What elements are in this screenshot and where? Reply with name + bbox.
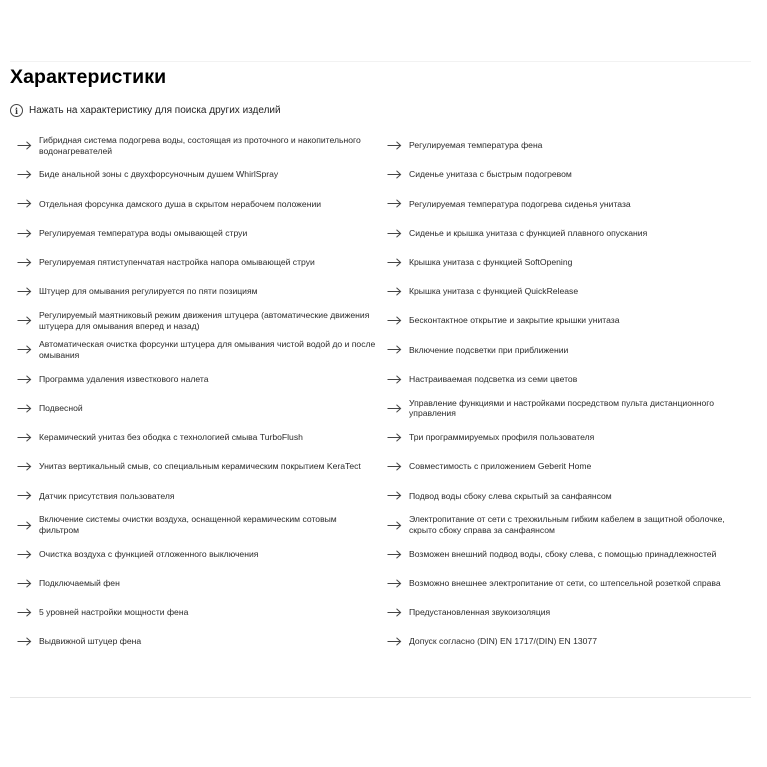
arrow-right-icon [387, 170, 402, 179]
feature-label: Бесконтактное открытие и закрытие крышки унитаза [409, 315, 620, 326]
hint-text: Нажать на характеристику для поиска других изделий [29, 105, 281, 116]
feature-label: Управление функциями и настройками посредством пульта дистанционного управления [409, 397, 714, 419]
feature-label: Крышка унитаза с функцией SoftOpening [409, 257, 573, 268]
feature-link[interactable] [17, 248, 377, 277]
top-divider [10, 61, 751, 62]
arrow-right-icon [387, 608, 402, 617]
feature-link[interactable] [387, 131, 747, 160]
feature-label: Сиденье унитаза с быстрым подогревом [409, 169, 572, 180]
arrow-right-icon [387, 345, 402, 354]
feature-label: Регулируемая температура фена [409, 140, 543, 151]
feature-label: Включение системы очистки воздуха, оснащенной керамическим сотовым фильтром [39, 514, 337, 536]
features-right-column [387, 131, 747, 656]
feature-link[interactable] [17, 335, 377, 364]
feature-link[interactable] [17, 452, 377, 481]
arrow-right-icon [387, 404, 402, 413]
feature-link[interactable] [387, 452, 747, 481]
arrow-right-icon [387, 316, 402, 325]
feature-link[interactable] [17, 219, 377, 248]
arrow-right-icon [17, 375, 32, 384]
arrow-right-icon [17, 141, 32, 150]
arrow-right-icon [17, 491, 32, 500]
arrow-right-icon [387, 141, 402, 150]
arrow-right-icon [387, 491, 402, 500]
feature-link[interactable] [387, 248, 747, 277]
arrow-right-icon [17, 637, 32, 646]
feature-label: Выдвижной штуцер фена [39, 636, 142, 647]
feature-link[interactable] [387, 277, 747, 306]
arrow-right-icon [17, 258, 32, 267]
feature-link[interactable] [387, 481, 747, 510]
hint-row [10, 104, 281, 117]
feature-label: Регулируемый маятниковый режим движения штуцера (автоматические движения штуцера для омывания вперед и назад) [39, 310, 370, 331]
feature-link[interactable] [387, 189, 747, 218]
feature-label: Отдельная форсунка дамского душа в скрытом нерабочем положении [39, 198, 322, 209]
feature-link[interactable] [387, 160, 747, 189]
feature-link[interactable] [387, 627, 747, 656]
arrow-right-icon [387, 287, 402, 296]
arrow-right-icon [387, 433, 402, 442]
feature-link[interactable] [17, 306, 377, 335]
feature-label: Подвод воды сбоку слева скрытый за санфаянсом [409, 490, 612, 501]
feature-label: Регулируемая пятиступенчатая настройка напора омывающей струи [39, 257, 315, 268]
arrow-right-icon [387, 375, 402, 384]
feature-link[interactable] [387, 335, 747, 364]
feature-label: Допуск согласно (DIN) EN 1717/(DIN) EN 13077 [409, 636, 597, 647]
feature-label: Включение подсветки при приближении [409, 344, 569, 355]
feature-link[interactable] [17, 598, 377, 627]
feature-label: Подвесной [39, 402, 83, 413]
feature-label: Совместимость с приложением Geberit Home [409, 461, 592, 472]
feature-label: Крышка унитаза с функцией QuickRelease [409, 286, 579, 297]
arrow-right-icon [387, 258, 402, 267]
feature-link[interactable] [17, 277, 377, 306]
feature-link[interactable] [387, 540, 747, 569]
feature-label: Керамический унитаз без ободка с технологией смыва TurboFlush [39, 432, 303, 443]
feature-link[interactable] [387, 394, 747, 423]
feature-label: Биде анальной зоны с двухфорсуночным душем WhirlSpray [39, 169, 279, 180]
feature-link[interactable] [387, 306, 747, 335]
feature-link[interactable] [387, 365, 747, 394]
feature-link[interactable] [17, 627, 377, 656]
arrow-right-icon [17, 433, 32, 442]
features-left-column [17, 131, 377, 656]
arrow-right-icon [17, 404, 32, 413]
feature-label: Три программируемых профиля пользователя [409, 432, 595, 443]
feature-label: Регулируемая температура воды омывающей струи [39, 227, 248, 238]
feature-label: Программа удаления известкового налета [39, 373, 209, 384]
arrow-right-icon [17, 229, 32, 238]
feature-link[interactable] [387, 423, 747, 452]
info-circle-icon: i [10, 104, 23, 117]
feature-link[interactable] [17, 423, 377, 452]
arrow-right-icon [17, 608, 32, 617]
feature-link[interactable] [17, 131, 377, 160]
feature-label: Предустановленная звукоизоляция [409, 607, 551, 618]
arrow-right-icon [17, 550, 32, 559]
arrow-right-icon [17, 316, 32, 325]
arrow-right-icon [17, 170, 32, 179]
arrow-right-icon [387, 229, 402, 238]
arrow-right-icon [17, 521, 32, 530]
feature-label: Очистка воздуха с функцией отложенного выключения [39, 548, 259, 559]
arrow-right-icon [387, 637, 402, 646]
arrow-right-icon [17, 345, 32, 354]
feature-label: Возможен внешний подвод воды, сбоку слева, с помощью принадлежностей [409, 548, 717, 559]
feature-link[interactable] [387, 219, 747, 248]
section-title: Характеристики [10, 66, 167, 88]
feature-link[interactable] [387, 569, 747, 598]
feature-link[interactable] [17, 189, 377, 218]
arrow-right-icon [387, 462, 402, 471]
feature-label: Штуцер для омывания регулируется по пяти позициям [39, 286, 258, 297]
feature-label: Гибридная система подогрева воды, состоящая из проточного и накопительного водонагревателей [39, 135, 361, 156]
feature-link[interactable] [17, 481, 377, 510]
feature-link[interactable] [17, 394, 377, 423]
arrow-right-icon [17, 287, 32, 296]
arrow-right-icon [17, 199, 32, 208]
arrow-right-icon [17, 579, 32, 588]
arrow-right-icon [387, 579, 402, 588]
arrow-right-icon [17, 462, 32, 471]
feature-link[interactable] [17, 160, 377, 189]
feature-link[interactable] [387, 598, 747, 627]
feature-label: Возможно внешнее электропитание от сети, со штепсельной розеткой справа [409, 578, 721, 589]
feature-label: Сиденье и крышка унитаза с функцией плавного опускания [409, 227, 648, 238]
arrow-right-icon [387, 550, 402, 559]
feature-link[interactable] [17, 540, 377, 569]
feature-label: Настраиваемая подсветка из семи цветов [409, 373, 578, 384]
feature-label: Регулируемая температура подогрева сиденья унитаза [409, 198, 631, 209]
feature-label: Датчик присутствия пользователя [39, 490, 175, 501]
feature-link[interactable] [17, 365, 377, 394]
feature-link[interactable] [17, 569, 377, 598]
feature-label: 5 уровней настройки мощности фена [39, 607, 189, 618]
arrow-right-icon [387, 199, 402, 208]
feature-link[interactable] [387, 510, 747, 539]
feature-label: Подключаемый фен [39, 578, 120, 589]
bottom-divider [10, 697, 751, 698]
feature-label: Автоматическая очистка форсунки штуцера для омывания чистой водой до и после омывания [39, 339, 376, 360]
arrow-right-icon [387, 521, 402, 530]
feature-link[interactable] [17, 510, 377, 539]
feature-label: Унитаз вертикальный смыв, со специальным керамическим покрытием KeraTect [39, 461, 361, 472]
feature-label: Электропитание от сети с трехжильным гибким кабелем в защитной оболочке, скрыто сбоку справа за санфаянсом [409, 514, 725, 536]
